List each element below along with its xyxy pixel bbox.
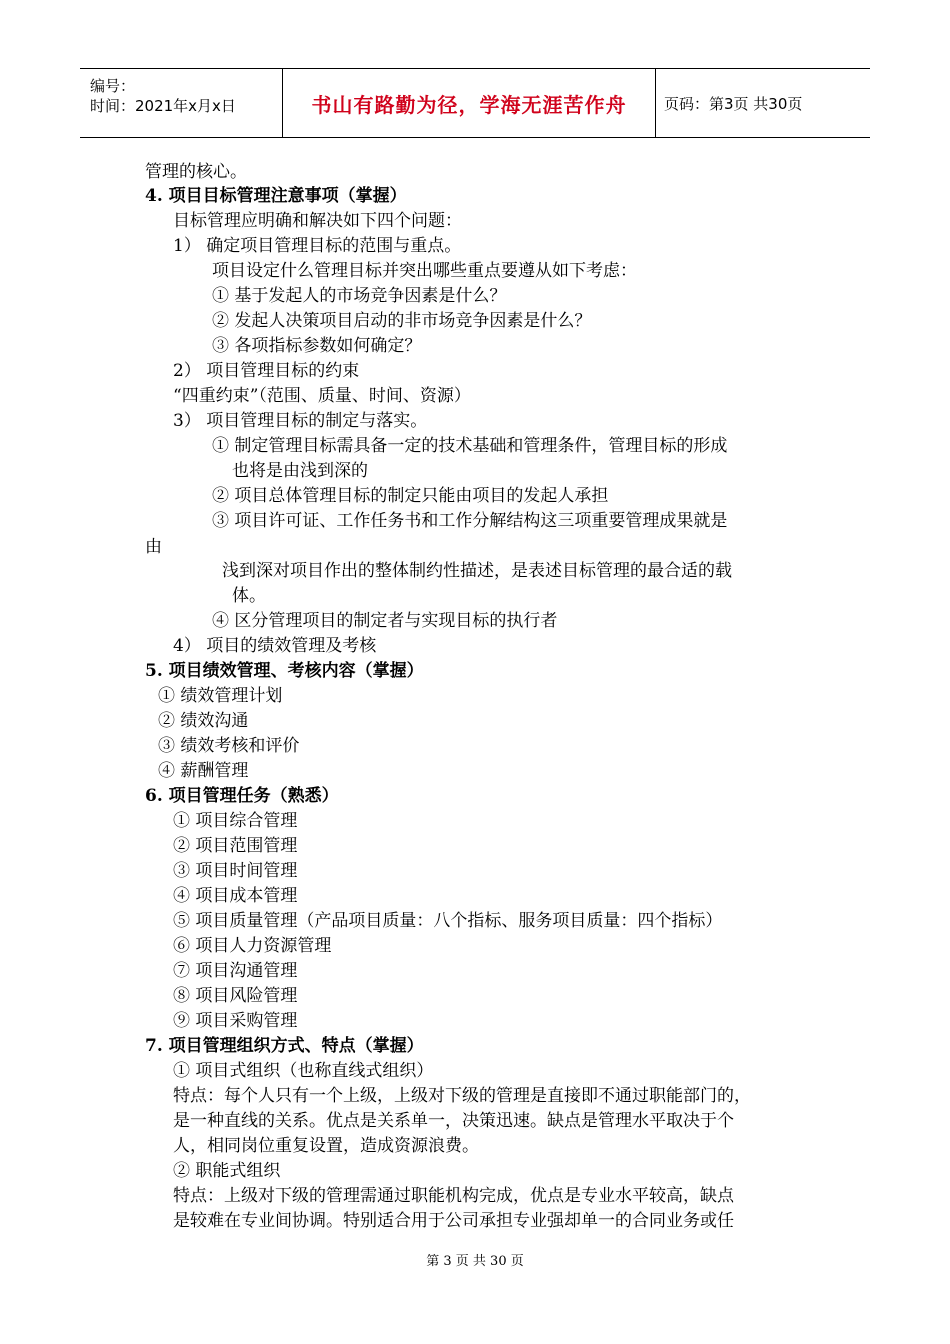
section-heading: 7. 项目管理组织方式、特点（掌握） xyxy=(145,1036,424,1056)
body-line: ② 项目总体管理目标的制定只能由项目的发起人承担 xyxy=(212,486,609,506)
body-line: ⑧ 项目风险管理 xyxy=(173,986,298,1006)
body-line: ① 绩效管理计划 xyxy=(158,686,283,706)
body-line: ④ 区分管理项目的制定者与实现目标的执行者 xyxy=(212,611,558,631)
body-line: 2） 项目管理目标的约束 xyxy=(173,361,360,381)
body-line: ⑨ 项目采购管理 xyxy=(173,1011,298,1031)
body-line: ③ 各项指标参数如何确定？ xyxy=(212,336,422,356)
body-line: ② 项目范围管理 xyxy=(173,836,298,856)
body-line: 特点：上级对下级的管理需通过职能机构完成，优点是专业水平较高，缺点 xyxy=(173,1186,734,1206)
body-line: 4） 项目的绩效管理及考核 xyxy=(173,636,377,656)
body-line: 人，相同岗位重复设置，造成资源浪费。 xyxy=(173,1136,479,1156)
document-number-label: 编号： xyxy=(90,77,136,95)
body-line: ⑥ 项目人力资源管理 xyxy=(173,936,332,956)
body-line: “四重约束”（范围、质量、时间、资源） xyxy=(173,386,471,406)
body-line: 是较难在专业间协调。特别适合用于公司承担专业强却单一的合同业务或任 xyxy=(173,1211,734,1231)
body-line: 1） 确定项目管理目标的范围与重点。 xyxy=(173,236,462,256)
body-line: ② 绩效沟通 xyxy=(158,711,249,731)
header-motto: 书山有路勤为径，学海无涯苦作舟 xyxy=(311,92,627,117)
body-line: ② 职能式组织 xyxy=(173,1161,281,1181)
body-line: 项目设定什么管理目标并突出哪些重点要遵从如下考虑： xyxy=(212,261,637,281)
body-line: 目标管理应明确和解决如下四个问题： xyxy=(173,211,462,231)
body-line: 3） 项目管理目标的制定与落实。 xyxy=(173,411,428,431)
body-line: ⑦ 项目沟通管理 xyxy=(173,961,298,981)
body-line: ① 制定管理目标需具备一定的技术基础和管理条件，管理目标的形成 xyxy=(212,436,728,456)
body-line: ③ 绩效考核和评价 xyxy=(158,736,300,756)
section-heading: 5. 项目绩效管理、考核内容（掌握） xyxy=(145,661,424,681)
body-line: 是一种直线的关系。优点是关系单一，决策迅速。缺点是管理水平取决于个 xyxy=(173,1111,734,1131)
body-line: 特点：每个人只有一个上级，上级对下级的管理是直接即不通过职能部门的， xyxy=(173,1086,751,1106)
body-line: ③ 项目时间管理 xyxy=(173,861,298,881)
body-line: 也将是由浅到深的 xyxy=(232,461,368,481)
body-line: ① 基于发起人的市场竞争因素是什么？ xyxy=(212,286,507,306)
body-line: ② 发起人决策项目启动的非市场竞争因素是什么？ xyxy=(212,311,592,331)
body-line: ⑤ 项目质量管理（产品项目质量：八个指标、服务项目质量：四个指标） xyxy=(173,911,723,931)
body-line: ① 项目综合管理 xyxy=(173,811,298,831)
page-header xyxy=(80,68,870,138)
body-line: ④ 项目成本管理 xyxy=(173,886,298,906)
body-line: 浅到深对项目作出的整体制约性描述，是表述目标管理的最合适的载 xyxy=(222,561,732,581)
header-motto-cell xyxy=(283,69,656,137)
section-heading: 6. 项目管理任务（熟悉） xyxy=(145,786,339,806)
body-line: 管理的核心。 xyxy=(145,162,247,182)
body-line: ① 项目式组织（也称直线式组织） xyxy=(173,1061,434,1081)
body-line: ③ 项目许可证、工作任务书和工作分解结构这三项重要管理成果就是 xyxy=(212,511,728,531)
page-footer: 第 3 页 共 30 页 xyxy=(426,1254,524,1269)
header-page-cell xyxy=(656,69,870,137)
header-meta-cell xyxy=(80,69,283,137)
section-heading: 4. 项目目标管理注意事项（掌握） xyxy=(145,186,407,206)
header-page-info: 页码：第3页 共30页 xyxy=(664,94,803,113)
body-line: 体。 xyxy=(232,586,266,606)
body-line: ④ 薪酬管理 xyxy=(158,761,249,781)
document-date: 时间：2021年x月x日 xyxy=(90,97,236,115)
body-line: 由 xyxy=(145,537,162,557)
